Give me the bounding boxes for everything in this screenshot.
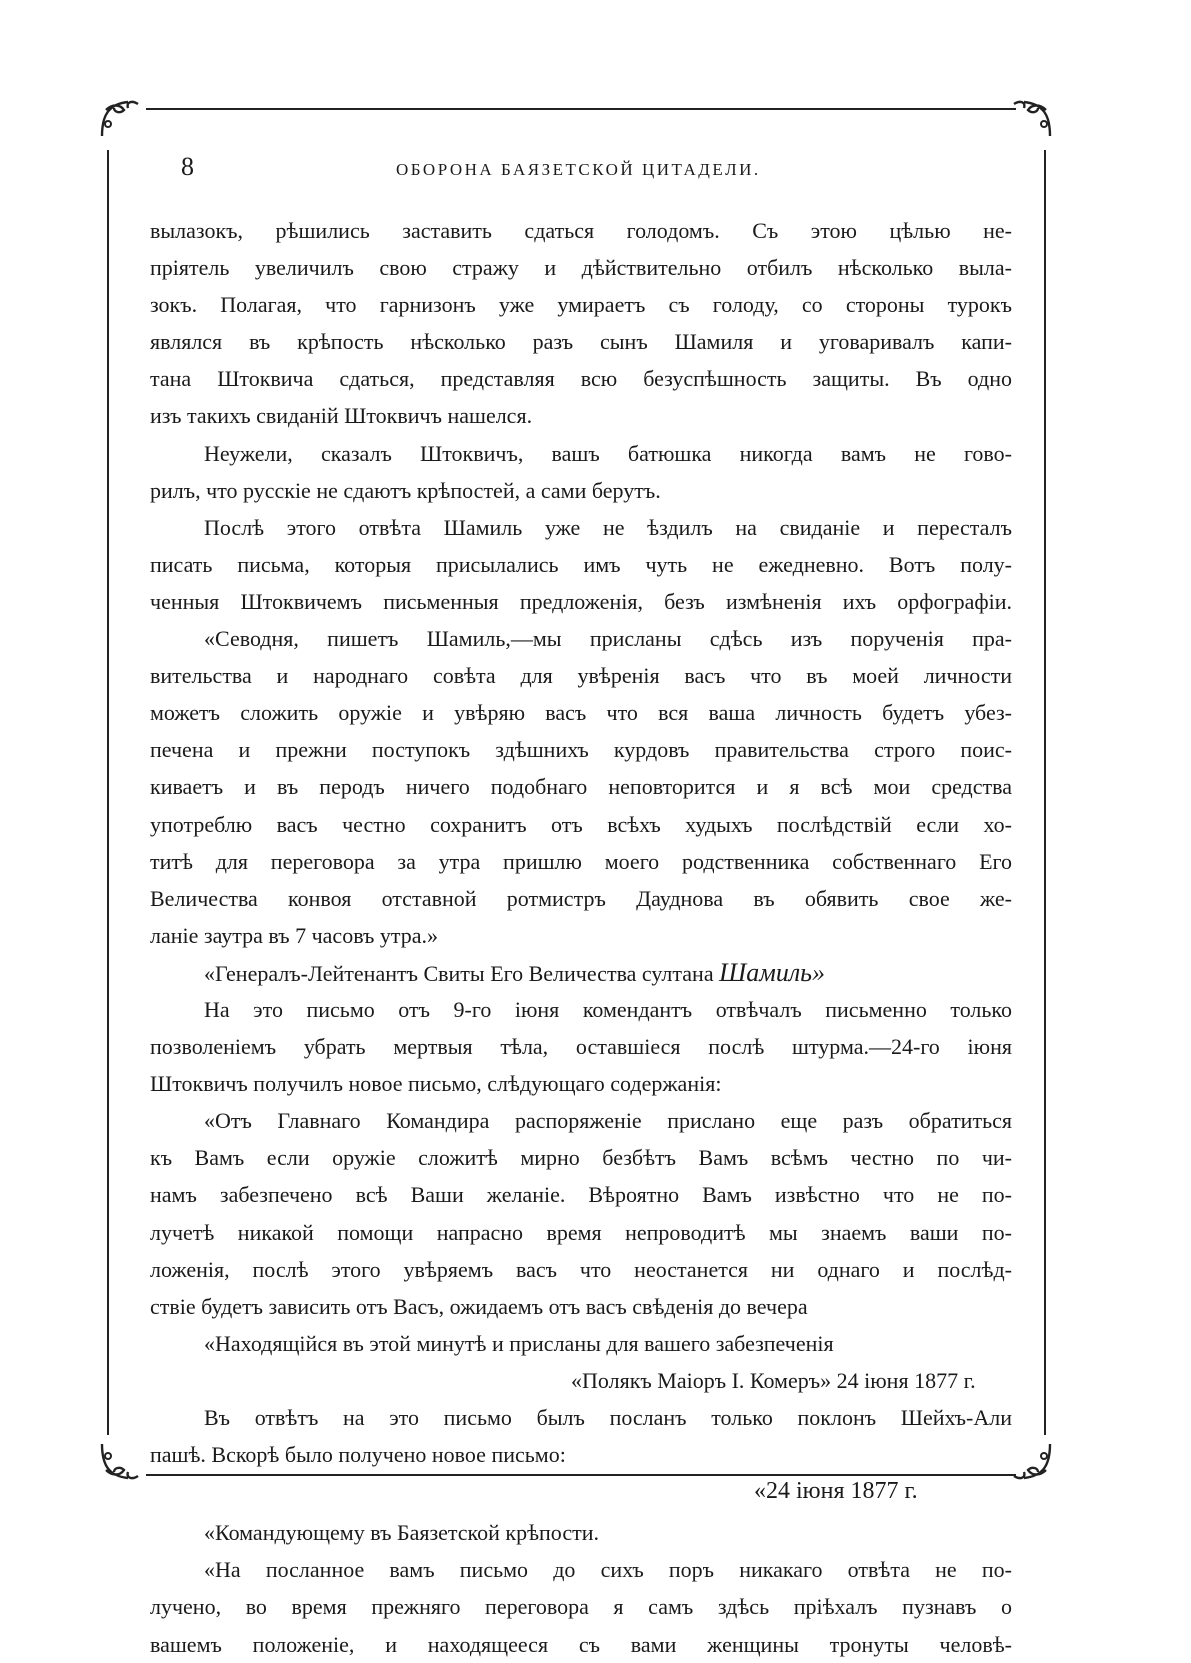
text-line: писать письма, которыя присылались имъ чуть не ежедневно. Вотъ полу- — [150, 551, 1012, 577]
corner-ornament-icon — [98, 1440, 142, 1484]
text-line: лучено, во время прежняго переговора я самъ здѣсь пріѣхалъ пузнавъ о — [150, 1594, 1012, 1620]
text-line: можетъ сложить оружіе и увѣряю васъ что вся ваша личность будетъ убез- — [150, 700, 1012, 726]
text-line: лучетѣ никакой помощи напрасно время непроводитѣ мы знаемъ ваши по- — [150, 1219, 1012, 1245]
text-line: тана Штоквича сдаться, представляя всю безуспѣшность защиты. Въ одно — [150, 366, 1012, 392]
text-line: печена и прежни поступокъ здѣшнихъ курдовъ правительства строго поис- — [150, 737, 1012, 763]
signature-title: «Генералъ-Лейтенантъ Свиты Его Величества султана — [204, 960, 714, 986]
text-line: Неужели, сказалъ Штоквичъ, вашъ батюшка никогда вамъ не гово- — [204, 440, 1012, 466]
page-number: 8 — [181, 152, 194, 181]
text-line: «Севодня, пишетъ Шамиль,—мы присланы сдѣсь изъ порученія пра- — [204, 626, 1012, 652]
text-line: Величества конвоя отставной ротмистръ Дауднова въ обявить свое же- — [150, 885, 1012, 911]
frame-left-rule — [107, 150, 109, 1435]
text-line: вительства и народнаго совѣта для увѣренія васъ что въ моей личности — [150, 663, 1012, 689]
text-line: вылазокъ, рѣшились заставить сдаться голодомъ. Съ этою цѣлью не- — [150, 218, 1012, 243]
text-line — [150, 954, 1012, 991]
text-line: ствіе будетъ зависить отъ Васъ, ожидаемъ отъ васъ свѣденія до вечера — [150, 1293, 808, 1319]
text-line: зокъ. Полагая, что гарнизонъ уже умираетъ съ голоду, со стороны турокъ — [150, 292, 1012, 318]
text-line: вашемъ положеніе, и находящееся съ вами женщины тронуты человѣ- — [150, 1631, 1012, 1657]
text-line: Послѣ этого отвѣта Шамиль уже не ѣздилъ на свиданіе и пересталъ — [204, 514, 1012, 540]
page-body — [150, 212, 1012, 1663]
text-line: «Полякъ Маіоръ І. Комеръ» 24 іюня 1877 г. — [571, 1367, 976, 1393]
text-line: изъ такихъ свиданій Штоквичъ нашелся. — [150, 403, 533, 429]
corner-ornament-icon — [1010, 1440, 1054, 1484]
frame-top-rule — [146, 108, 1016, 110]
letter-date: «24 іюня 1877 г. — [754, 1478, 918, 1505]
text-line: На это письмо отъ 9-го іюня комендантъ отвѣчалъ письменно только — [204, 996, 1012, 1022]
text-line: пашѣ. Вскорѣ было получено новое письмо: — [150, 1442, 566, 1468]
text-line: «На посланное вамъ письмо до сихъ поръ никакаго отвѣта не по- — [204, 1557, 1012, 1583]
text-line: ланіе заутра въ 7 часовъ утра.» — [150, 922, 439, 948]
text-line: Штоквичъ получилъ новое письмо, слѣдующаго содержанія: — [150, 1071, 722, 1097]
text-line: являлся въ крѣпость нѣсколько разъ сынъ Шамиля и уговаривалъ капи- — [150, 329, 1012, 355]
corner-ornament-icon — [98, 96, 142, 140]
text-line: ложенія, послѣ этого увѣряемъ васъ что неостанется ни однаго и послѣд- — [150, 1256, 1012, 1282]
text-line: «Командующему въ Баязетской крѣпости. — [204, 1520, 600, 1546]
text-line: намъ забезпечено всѣ Ваши желаніе. Вѣроятно Вамъ извѣстно что не по- — [150, 1182, 1012, 1208]
corner-ornament-icon — [1010, 96, 1054, 140]
text-line: титѣ для переговора за утра пришлю моего родственника собственнаго Его — [150, 848, 1012, 874]
text-line: къ Вамъ если оружіе сложитѣ мирно безбѣтъ Вамъ всѣмъ честно по чи- — [150, 1145, 1012, 1171]
text-line: рилъ, что русскіе не сдаютъ крѣпостей, а сами берутъ. — [150, 477, 661, 503]
text-line: Въ отвѣтъ на это письмо былъ посланъ только поклонъ Шейхъ-Али — [204, 1405, 1012, 1430]
text-line: употреблю васъ честно сохранитъ отъ всѣхъ худыхъ послѣдствій если хо- — [150, 811, 1012, 837]
running-title: ОБОРОНА БАЯЗЕТСКОЙ ЦИТАДЕЛИ. — [396, 160, 761, 179]
frame-right-rule — [1044, 150, 1046, 1435]
text-line: пріятель увеличилъ свою стражу и дѣйствительно отбилъ нѣсколько выла- — [150, 255, 1012, 281]
signature-name: Шамиль» — [719, 957, 825, 987]
text-line: «Находящійся въ этой минутѣ и присланы для вашего забезпеченія — [204, 1330, 834, 1356]
text-line: ченныя Штоквичемъ письменныя предложенія, безъ измѣненія ихъ орфографіи. — [150, 588, 1012, 614]
text-line: киваетъ и въ перодъ ничего подобнаго неповторится и я всѣ мои средства — [150, 774, 1012, 800]
text-line: «Отъ Главнаго Командира распоряженіе прислано еще разъ обратиться — [204, 1108, 1012, 1134]
text-line: позволеніемъ убрать мертвыя тѣла, оставшіеся послѣ штурма.—24-го іюня — [150, 1034, 1012, 1060]
